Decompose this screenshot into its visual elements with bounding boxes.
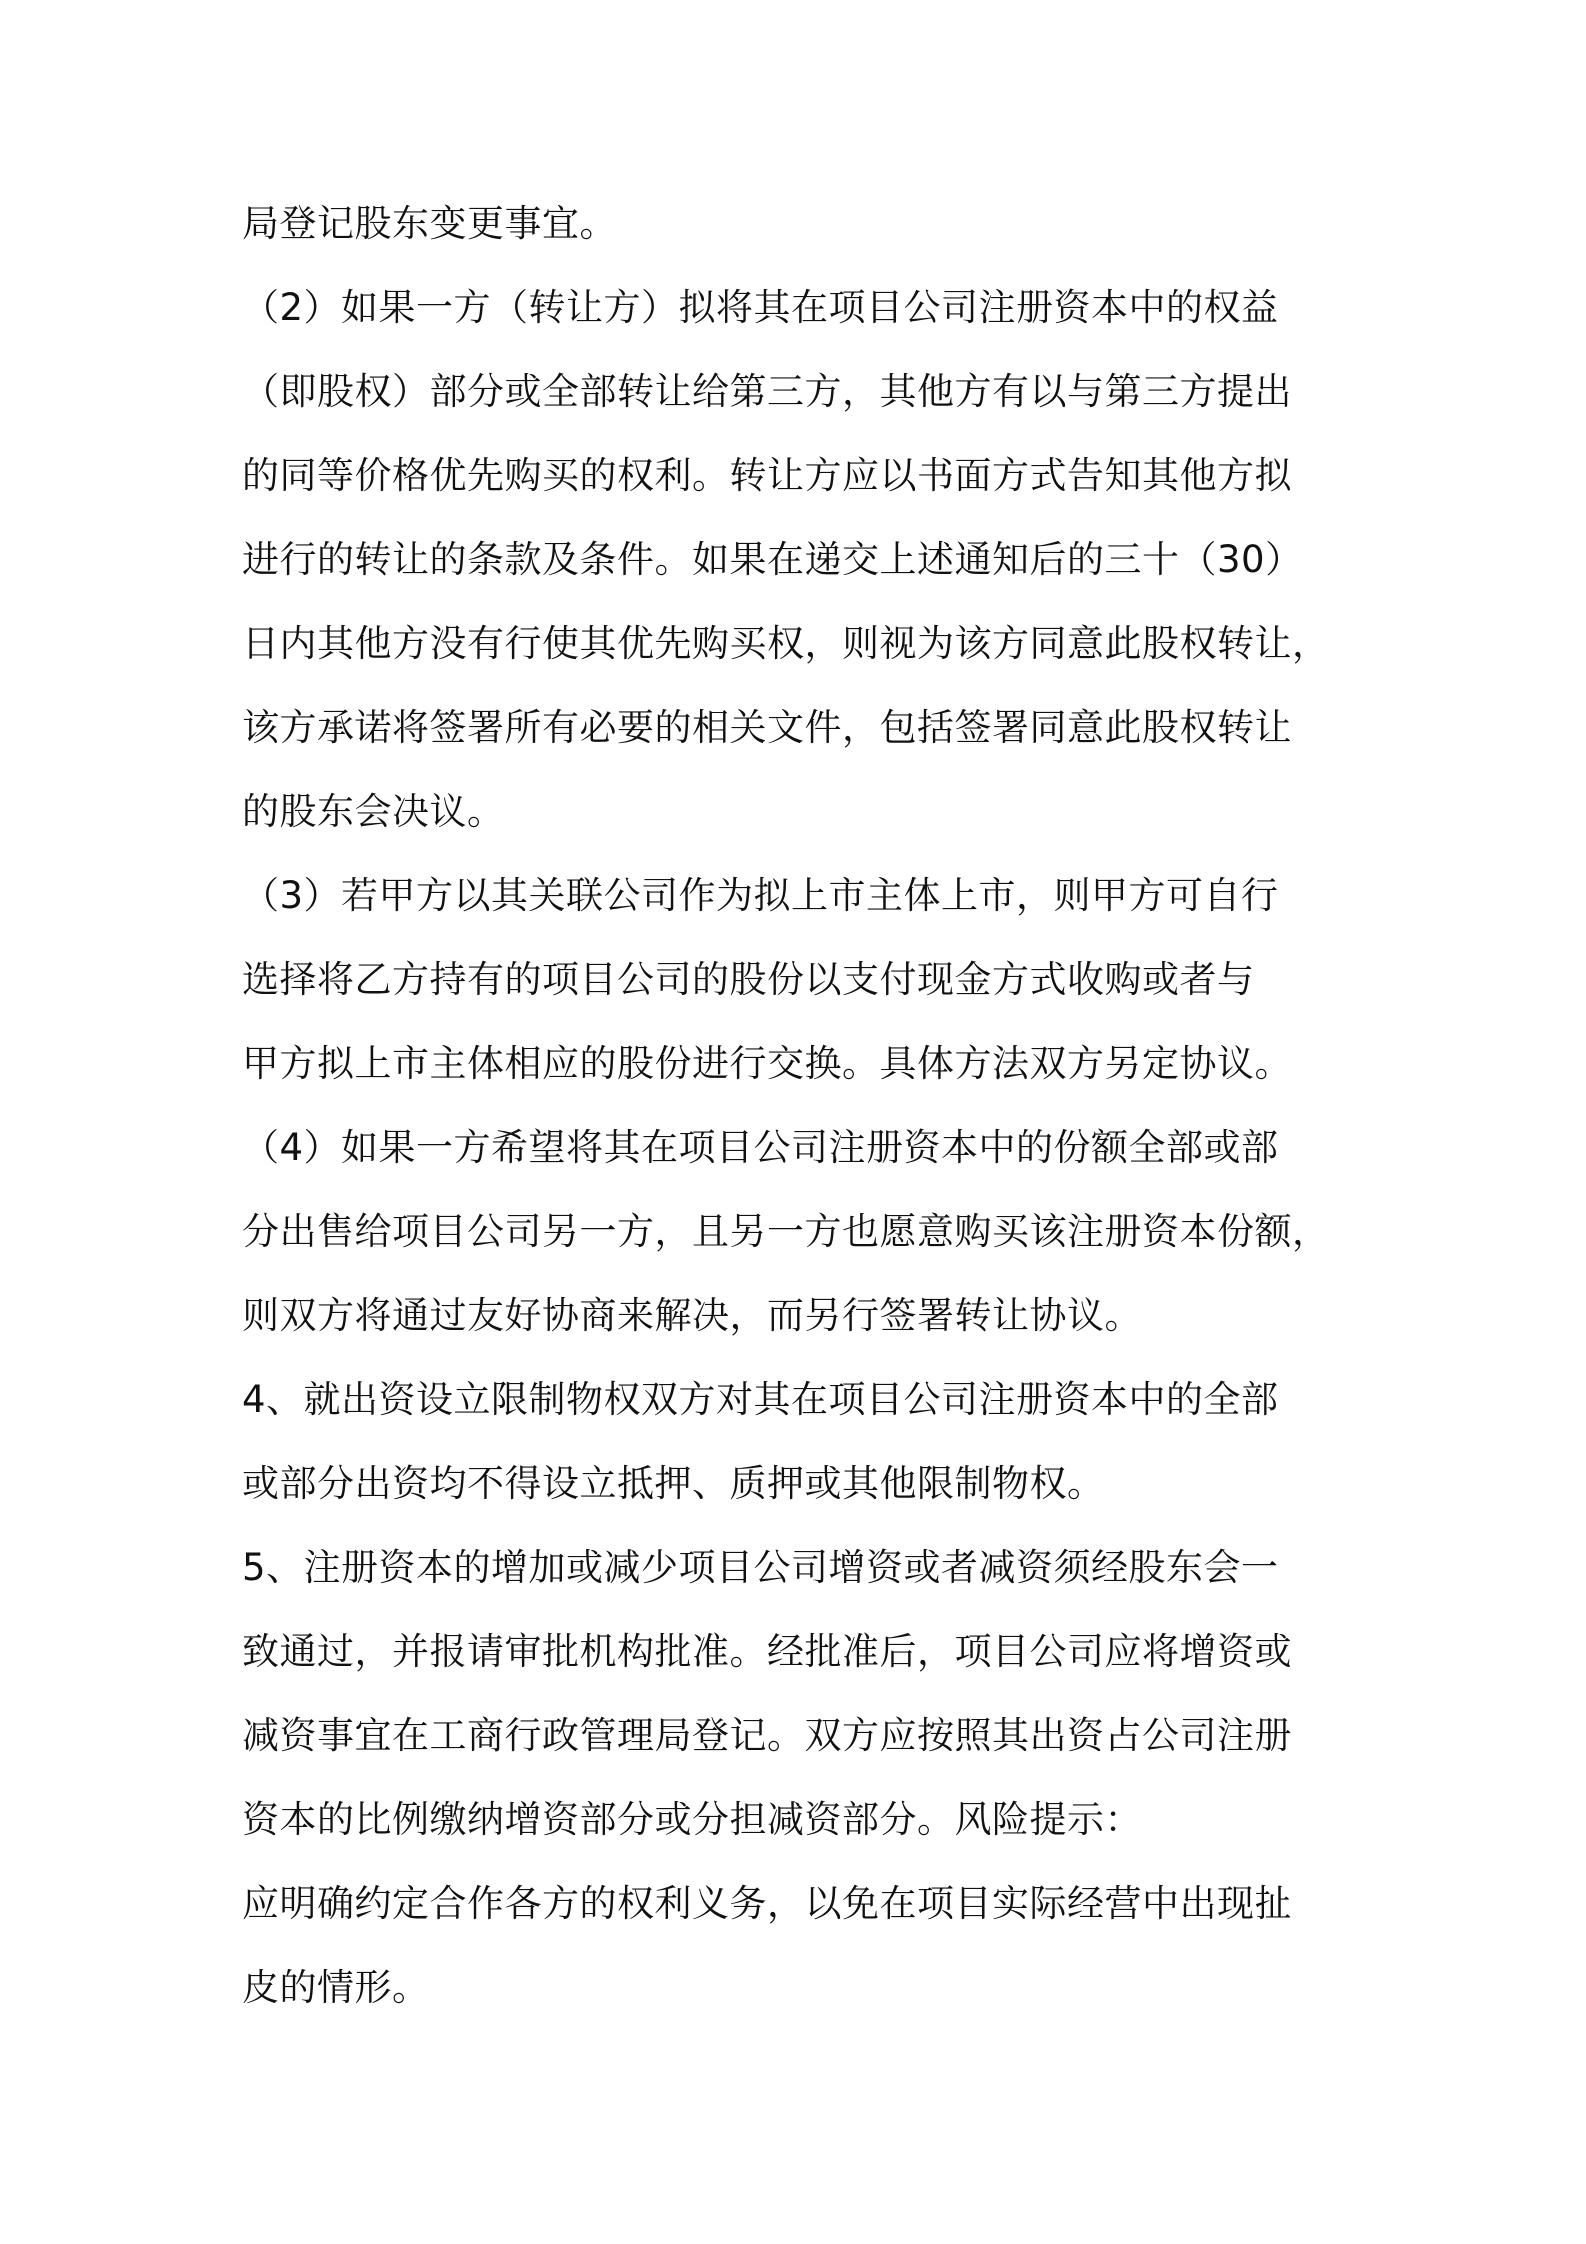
- text-line-4: 的同等价格优先购买的权利。转让方应以书面方式告知其他方拟: [242, 454, 1292, 497]
- text-line-17: 5、注册资本的增加或减少项目公司增资或者减资须经股东会一: [242, 1546, 1279, 1589]
- text-line-11: 甲方拟上市主体相应的股份进行交换。具体方法双方另定协议。: [242, 1042, 1292, 1085]
- text-line-7: 该方承诺将签署所有必要的相关文件，包括签署同意此股权转让: [242, 706, 1292, 749]
- text-line-15: 4、就出资设立限制物权双方对其在项目公司注册资本中的全部: [242, 1378, 1279, 1421]
- text-line-2: （2）如果一方（转让方）拟将其在项目公司注册资本中的权益: [242, 286, 1279, 329]
- text-line-10: 选择将乙方持有的项目公司的股份以支付现金方式收购或者与: [242, 958, 1255, 1001]
- text-line-13: 分出售给项目公司另一方，且另一方也愿意购买该注册资本份额，: [242, 1210, 1330, 1253]
- text-line-5: 进行的转让的条款及条件。如果在递交上述通知后的三十（30）: [242, 538, 1303, 581]
- text-line-19: 减资事宜在工商行政管理局登记。双方应按照其出资占公司注册: [242, 1714, 1292, 1757]
- text-line-12: （4）如果一方希望将其在项目公司注册资本中的份额全部或部: [242, 1126, 1279, 1169]
- text-line-8: 的股东会决议。: [242, 790, 505, 833]
- text-line-3: （即股权）部分或全部转让给第三方，其他方有以与第三方提出: [242, 370, 1292, 413]
- text-line-18: 致通过，并报请审批机构批准。经批准后，项目公司应将增资或: [242, 1630, 1292, 1673]
- text-line-21: 应明确约定合作各方的权利义务，以免在项目实际经营中出现扯: [242, 1882, 1292, 1925]
- text-line-6: 日内其他方没有行使其优先购买权，则视为该方同意此股权转让，: [242, 622, 1330, 665]
- text-line-16: 或部分出资均不得设立抵押、质押或其他限制物权。: [242, 1462, 1105, 1505]
- text-line-9: （3）若甲方以其关联公司作为拟上市主体上市，则甲方可自行: [242, 874, 1279, 917]
- text-line-1: 局登记股东变更事宜。: [242, 202, 617, 245]
- text-line-22: 皮的情形。: [242, 1966, 430, 2009]
- text-line-20: 资本的比例缴纳增资部分或分担减资部分。风险提示：: [242, 1798, 1142, 1841]
- text-line-14: 则双方将通过友好协商来解决，而另行签署转让协议。: [242, 1294, 1142, 1337]
